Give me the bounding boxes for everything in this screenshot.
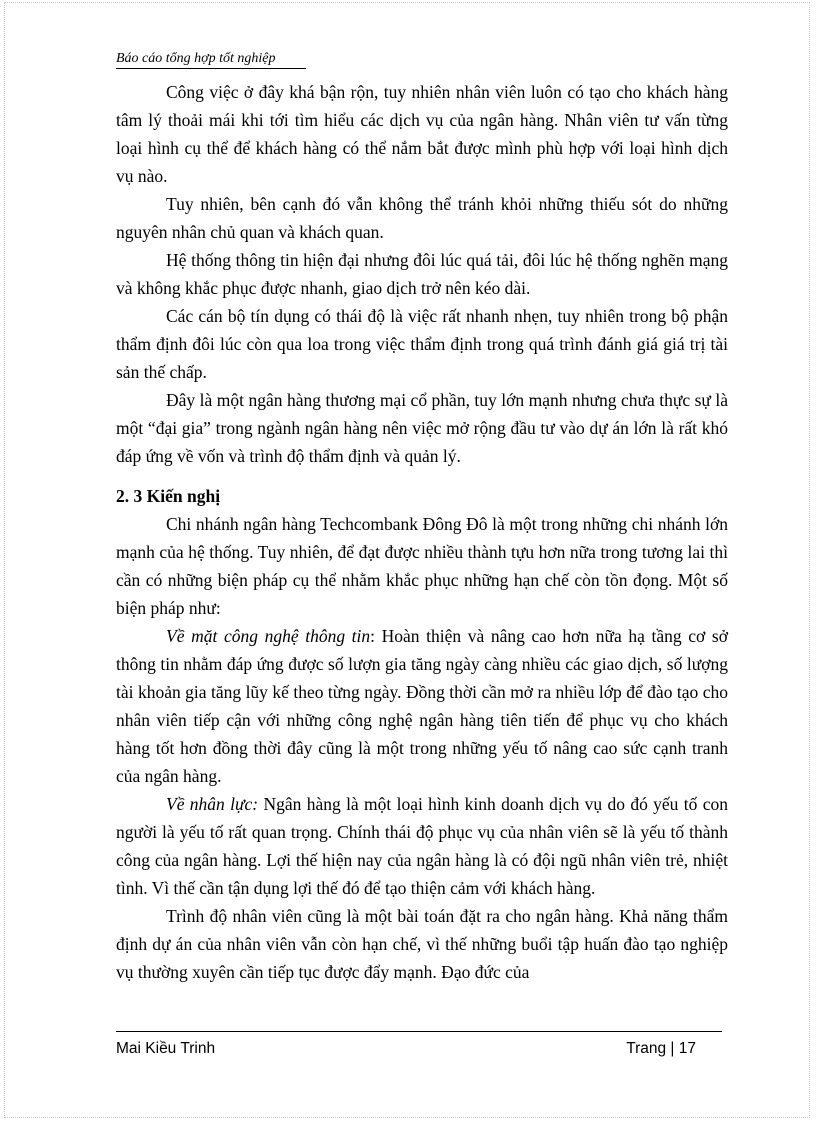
header-underline <box>116 68 306 69</box>
footer-author: Mai Kiều Trinh <box>116 1040 216 1057</box>
hr-label: Về nhân lực: <box>166 794 259 814</box>
section-heading: 2. 3 Kiến nghị <box>116 486 221 506</box>
page-number: Trang | 17 <box>626 1040 696 1057</box>
tech-paragraph <box>116 622 728 790</box>
document-body <box>116 78 728 986</box>
hr-text: Ngân hàng là một loại hình kinh doanh dịch vụ do đó yếu tố con người là yếu tố rất quan trọng. Chính thái độ phục vụ của nhân viên sẽ là yếu tố thành công của ngân hàng. Lợi thế hiện nay của ngân hàng là có đội ngũ nhân viên trẻ, nhiệt tình. Vì thế cần tận dụng lợi thế đó để tạo thiện cảm với khách hàng. <box>116 794 728 898</box>
section-intro: Chi nhánh ngân hàng Techcombank Đông Đô là một trong những chi nhánh lớn mạnh của hệ thống. Tuy nhiên, để đạt được nhiều thành tựu hơn nữa trong tương lai thì cần có những biện pháp cụ thể nhằm khắc phục những hạn chế còn tồn đọng. Một số biện pháp như: <box>116 514 728 618</box>
paragraph-2: Tuy nhiên, bên cạnh đó vẫn không thể tránh khỏi những thiếu sót do những nguyên nhân chủ quan và khách quan. <box>116 194 728 242</box>
paragraph-1: Công việc ở đây khá bận rộn, tuy nhiên nhân viên luôn có tạo cho khách hàng tâm lý thoải mái khi tới tìm hiểu các dịch vụ của ngân hàng. Nhân viên tư vấn từng loại hình cụ thể để khách hàng có thể nắm bắt được mình phù hợp với loại hình dịch vụ nào. <box>116 82 728 186</box>
tech-text: : Hoàn thiện và nâng cao hơn nữa hạ tầng cơ sở thông tin nhằm đáp ứng được số lượn gia tăng ngày càng nhiều các giao dịch, số lượng tài khoản gia tăng lũy kế theo từng ngày. Đồng thời cần mở ra nhiều lớp để đào tạo cho nhân viên tiếp cận với những công nghệ ngân hàng tiên tiến để phục vụ cho khách hàng tốt hơn đồng thời đây cũng là một trong những yếu tố nâng cao sức cạnh tranh của ngân hàng. <box>116 626 728 786</box>
paragraph-3: Hệ thống thông tin hiện đại nhưng đôi lúc quá tải, đôi lúc hệ thống nghẽn mạng và không khắc phục được nhanh, giao dịch trở nên kéo dài. <box>116 250 728 298</box>
hr-paragraph <box>116 790 728 902</box>
running-header: Báo cáo tổng hợp tốt nghiệp <box>116 51 276 66</box>
footer-rule <box>116 1031 722 1032</box>
last-paragraph: Trình độ nhân viên cũng là một bài toán đặt ra cho ngân hàng. Khả năng thẩm định dự án của nhân viên vẫn còn hạn chế, vì thế những buổi tập huấn đào tạo nghiệp vụ thường xuyên cần tiếp tục được đẩy mạnh. Đạo đức của <box>116 906 728 982</box>
paragraph-4: Các cán bộ tín dụng có thái độ là việc rất nhanh nhẹn, tuy nhiên trong bộ phận thẩm định đôi lúc còn qua loa trong việc thẩm định trong quá trình đánh giá giá trị tài sản thế chấp. <box>116 306 728 382</box>
tech-label: Về mặt công nghệ thông tin <box>166 626 371 646</box>
paragraph-5: Đây là một ngân hàng thương mại cổ phần, tuy lớn mạnh nhưng chưa thực sự là một “đại gia” trong ngành ngân hàng nên việc mở rộng đầu tư vào dự án lớn là rất khó đáp ứng về vốn và trình độ thẩm định và quản lý. <box>116 390 728 466</box>
